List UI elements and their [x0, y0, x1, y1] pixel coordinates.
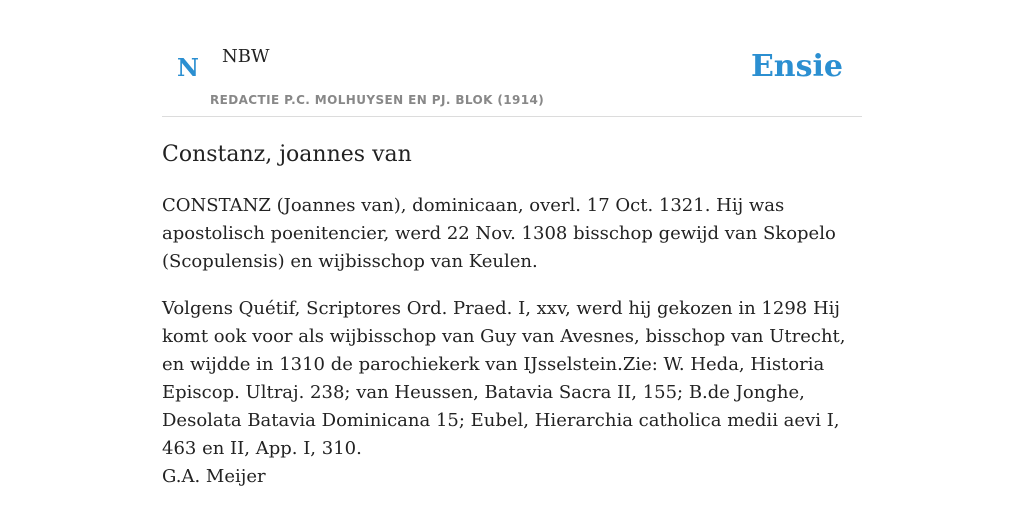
article-author: G.A. Meijer [162, 466, 266, 487]
article-paragraph-2: Volgens Quétif, Scriptores Ord. Praed. I, xxv, werd hij gekozen in 1298 Hij komt ook voor als wijbisschop van Guy van Avesnes, bisschop van Utrecht, en wijdde in 1310 de parochiekerk van IJsselstein.Zie: W. Heda, Historia Episcop. Ultraj. 238; van Heussen, Batavia Sacra II, 155; B.de Jonghe, Desolata Batavia Dominicana 15; Eubel, Hierarchia catholica medii aevi I, 463 en II, App. I, 310. [162, 298, 846, 459]
ensie-logo[interactable]: Ensie [750, 49, 843, 84]
page-title: Constanz, joannes van [162, 142, 412, 167]
source-editors: REDACTIE P.C. MOLHUYSEN EN PJ. BLOK (1914) [210, 93, 545, 107]
source-name[interactable]: NBW [222, 46, 270, 67]
source-header [162, 40, 862, 117]
article-paragraph-1: CONSTANZ (Joannes van), dominicaan, overl. 17 Oct. 1321. Hij was apostolisch poenitencier, werd 22 Nov. 1308 bisschop gewijd van Skopelo (Scopulensis) en wijbisschop van Keulen. [162, 195, 836, 272]
source-logo[interactable]: N [177, 53, 199, 82]
